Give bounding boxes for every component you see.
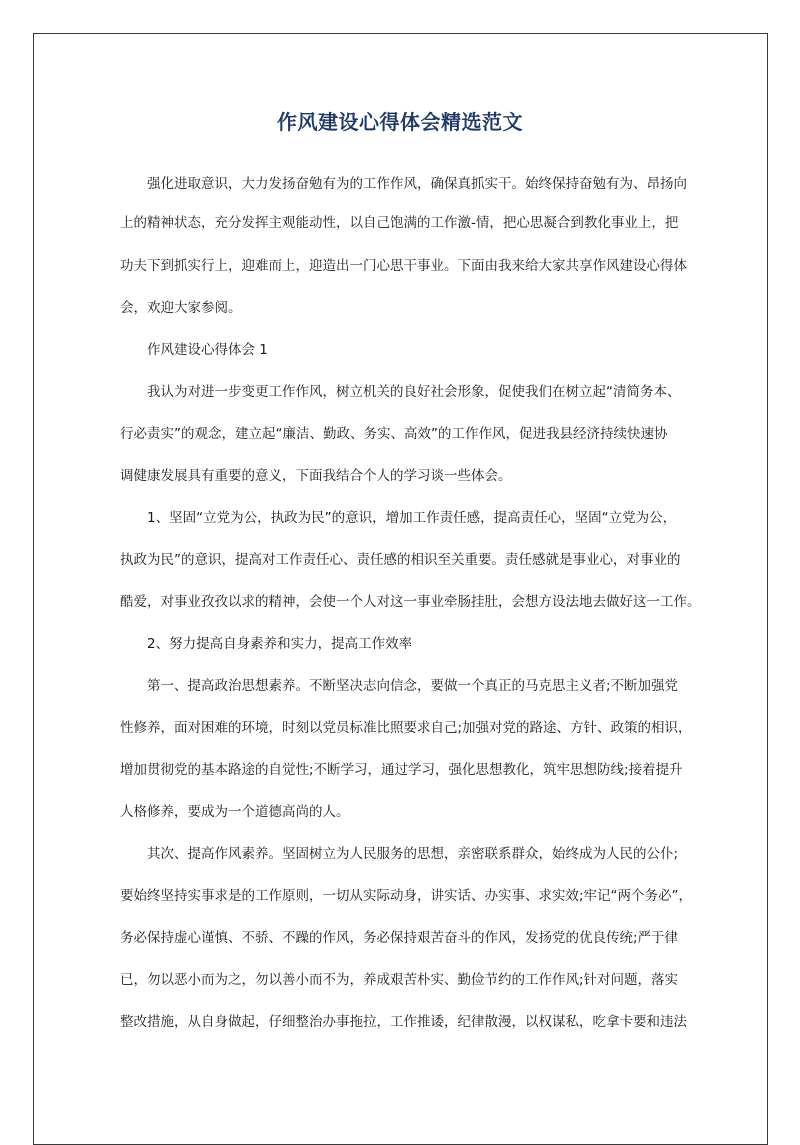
paragraph-line: 调健康发展具有重要的意义，下面我结合个人的学习谈一些体会。: [120, 468, 512, 484]
section-heading: 2、努力提高自身素养和实力，提高工作效率: [147, 636, 413, 652]
paragraph-line: 上的精神状态，充分发挥主观能动性，以自己饱满的工作激-情，把心思凝合到教化事业上，把: [120, 215, 679, 231]
paragraph-line: 整改措施，从自身做起，仔细整治办事拖拉，工作推诿，纪律散漫，以权谋私，吃拿卡要和违法: [120, 1014, 687, 1030]
paragraph-line: 功夫下到抓实行上，迎难而上，迎造出一门心思干事业。下面由我来给大家共享作风建设心得体: [120, 258, 687, 274]
paragraph-line: 人格修养，要成为一个道德高尚的人。: [120, 804, 350, 820]
paragraph-line: 行必责实”的观念，建立起“廉洁、勤政、务实、高效”的工作作风，促进我县经济持续快速协: [120, 426, 668, 442]
paragraph-line: 我认为对进一步变更工作作风，树立机关的良好社会形象，促使我们在树立起“清简务本、: [147, 384, 681, 400]
paragraph-line: 酷爱，对事业孜孜以求的精神，会使一个人对这一事业牵肠挂肚，会想方设法地去做好这一工作。: [120, 594, 701, 610]
paragraph-line: 增加贯彻党的基本路途的自觉性;不断学习，通过学习，强化思想教化，筑牢思想防线;接着提升: [120, 762, 683, 778]
paragraph-line: 1、坚固“立党为公，执政为民”的意识，增加工作责任感，提高责任心，坚固“立党为公，: [147, 510, 677, 526]
paragraph-line: 性修养，面对困难的环境，时刻以党员标准比照要求自己;加强对党的路途、方针、政策的相识，: [120, 720, 692, 736]
paragraph-line: 执政为民”的意识，提高对工作责任心、责任感的相识至关重要。责任感就是事业心，对事业的: [120, 552, 681, 568]
paragraph-line: 第一、提高政治思想素养。不断坚决志向信念，要做一个真正的马克思主义者;不断加强党: [147, 678, 679, 694]
paragraph-line: 其次、提高作风素养。坚固树立为人民服务的思想，亲密联系群众，始终成为人民的公仆;: [147, 846, 679, 862]
paragraph-line: 务必保持虚心谨慎、不骄、不躁的作风，务必保持艰苦奋斗的作风，发扬党的优良传统;严于律: [120, 930, 679, 946]
paragraph-line: 已，勿以恶小而为之，勿以善小而不为，养成艰苦朴实、勤俭节约的工作作风;针对问题，落实: [120, 972, 679, 988]
document-title: 作风建设心得体会精选范文: [277, 110, 523, 134]
paragraph-line: 要始终坚持实事求是的工作原则，一切从实际动身，讲实话、办实事、求实效;牢记“两个务必”，: [120, 888, 693, 904]
paragraph-line: 会，欢迎大家参阅。: [120, 300, 242, 316]
section-heading: 作风建设心得体会 1: [147, 342, 268, 358]
paragraph-line: 强化进取意识，大力发扬奋勉有为的工作作风，确保真抓实干。始终保持奋勉有为、昂扬向: [147, 176, 687, 192]
